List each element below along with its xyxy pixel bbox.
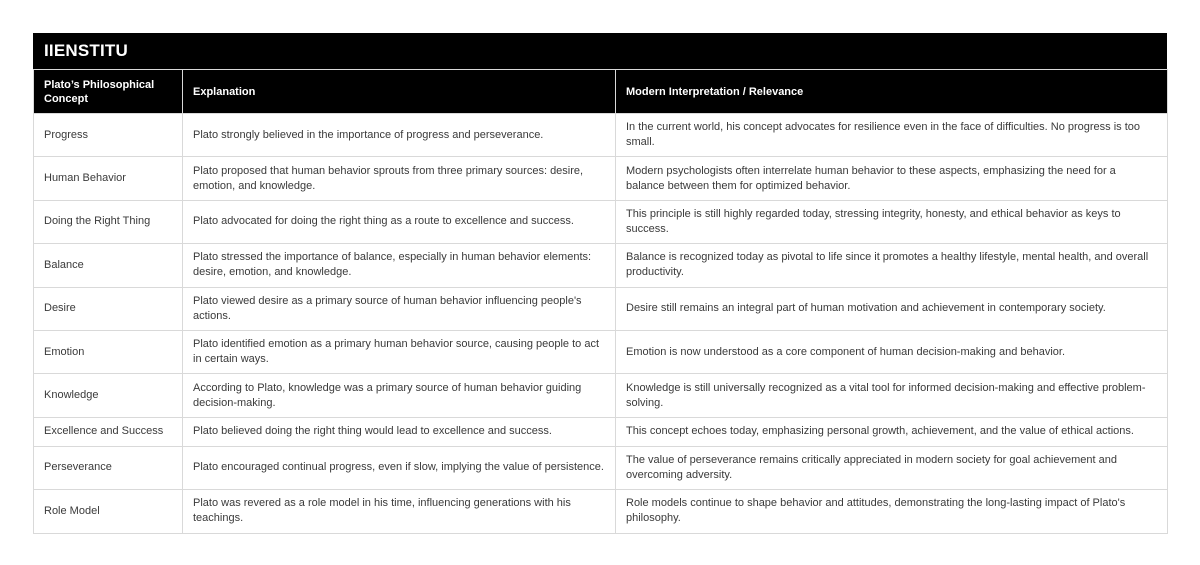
header-explanation: Explanation — [183, 70, 616, 114]
cell-concept: Excellence and Success — [34, 417, 183, 446]
table-row — [34, 330, 1168, 373]
header-concept: Plato’s Philosophical Concept — [34, 70, 183, 114]
table-row — [34, 490, 1168, 533]
cell-concept: Emotion — [34, 330, 183, 373]
cell-concept: Progress — [34, 114, 183, 157]
philosophy-table — [33, 69, 1168, 534]
cell-explanation: Plato strongly believed in the importance of progress and perseverance. — [183, 114, 616, 157]
cell-explanation: Plato stressed the importance of balance, especially in human behavior elements: desire, emotion, and knowledge. — [183, 244, 616, 287]
cell-concept: Role Model — [34, 490, 183, 533]
table-row — [34, 374, 1168, 417]
cell-explanation: Plato proposed that human behavior sprouts from three primary sources: desire, emotion, and knowledge. — [183, 157, 616, 200]
cell-explanation: According to Plato, knowledge was a primary source of human behavior guiding decision-making. — [183, 374, 616, 417]
cell-explanation: Plato advocated for doing the right thing as a route to excellence and success. — [183, 200, 616, 243]
cell-explanation: Plato believed doing the right thing would lead to excellence and success. — [183, 417, 616, 446]
cell-modern: This concept echoes today, emphasizing personal growth, achievement, and the value of ethical actions. — [616, 417, 1168, 446]
table-row — [34, 200, 1168, 243]
cell-concept: Desire — [34, 287, 183, 330]
table-container — [33, 33, 1167, 534]
table-row — [34, 287, 1168, 330]
brand-bar — [33, 33, 1167, 69]
cell-modern: Balance is recognized today as pivotal to life since it promotes a healthy lifestyle, mental health, and overall productivity. — [616, 244, 1168, 287]
table-header-row — [34, 70, 1168, 114]
cell-modern: In the current world, his concept advocates for resilience even in the face of difficulties. No progress is too small. — [616, 114, 1168, 157]
header-modern: Modern Interpretation / Relevance — [616, 70, 1168, 114]
cell-concept: Knowledge — [34, 374, 183, 417]
cell-concept: Perseverance — [34, 446, 183, 489]
table-row — [34, 244, 1168, 287]
table-row — [34, 417, 1168, 446]
table-row — [34, 114, 1168, 157]
cell-modern: Role models continue to shape behavior and attitudes, demonstrating the long-lasting impact of Plato's philosophy. — [616, 490, 1168, 533]
cell-concept: Human Behavior — [34, 157, 183, 200]
cell-explanation: Plato was revered as a role model in his time, influencing generations with his teachings. — [183, 490, 616, 533]
cell-modern: This principle is still highly regarded today, stressing integrity, honesty, and ethical behavior as keys to success. — [616, 200, 1168, 243]
table-row — [34, 446, 1168, 489]
brand-logo-text: IIENSTITU — [44, 41, 128, 60]
cell-modern: Emotion is now understood as a core component of human decision-making and behavior. — [616, 330, 1168, 373]
cell-explanation: Plato viewed desire as a primary source of human behavior influencing people's actions. — [183, 287, 616, 330]
cell-modern: Modern psychologists often interrelate human behavior to these aspects, emphasizing the need for a balance between them for optimized behavior. — [616, 157, 1168, 200]
cell-explanation: Plato encouraged continual progress, even if slow, implying the value of persistence. — [183, 446, 616, 489]
table-row — [34, 157, 1168, 200]
cell-concept: Doing the Right Thing — [34, 200, 183, 243]
cell-modern: Desire still remains an integral part of human motivation and achievement in contemporary society. — [616, 287, 1168, 330]
cell-concept: Balance — [34, 244, 183, 287]
cell-explanation: Plato identified emotion as a primary human behavior source, causing people to act in certain ways. — [183, 330, 616, 373]
cell-modern: Knowledge is still universally recognized as a vital tool for informed decision-making and effective problem-solving. — [616, 374, 1168, 417]
cell-modern: The value of perseverance remains critically appreciated in modern society for goal achievement and overcoming adversity. — [616, 446, 1168, 489]
